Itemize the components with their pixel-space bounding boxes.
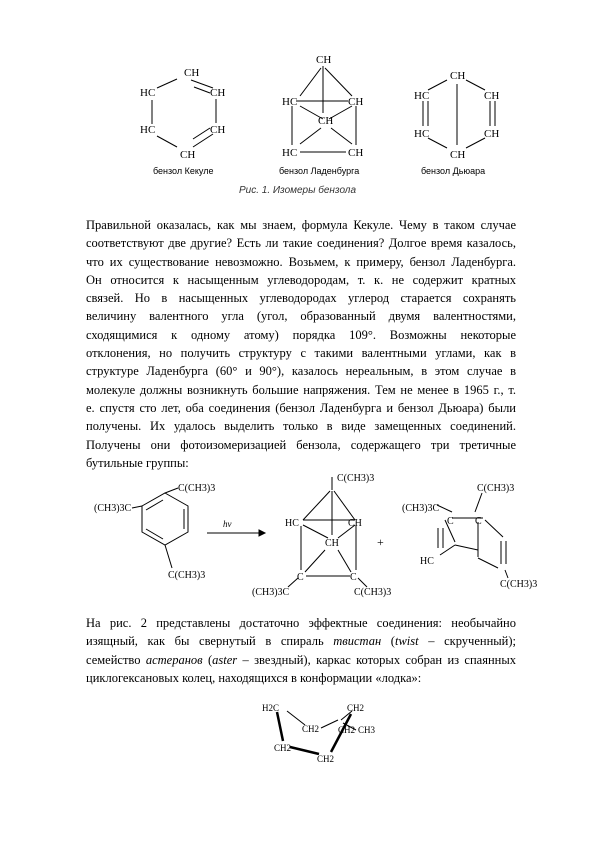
ladenburg-product-bottom-right-substituent: C(CH3)3 [354, 587, 392, 598]
paragraph-1-line: получены. Их удалось выделить только в виде замещенных соединений. [86, 419, 516, 434]
figure-benzene-isomers [0, 0, 595, 200]
kekule-benzene-structure [152, 79, 216, 147]
paragraph-1-line: е. спустя сто лет, оба соединения (бензол Ладенбурга и бензол Дьюара) были [86, 400, 516, 415]
dewar-product-substituent-top: C(CH3)3 [477, 483, 515, 494]
paragraph-1-line: величину валентного угла (угол, образованный двумя валентностями, [86, 309, 516, 324]
ladenburg-product-atom-left: HC [285, 518, 299, 529]
boat-label-ch3-right: CH3 [358, 725, 376, 735]
dewar-product-atom-left: C [447, 516, 454, 527]
dewar-atom-upper-right: CH [484, 90, 500, 102]
dewar-product-structure [437, 493, 508, 578]
ladenburg-name-label: бензол Ладенбурга [279, 166, 360, 176]
paragraph-2-text: – скрученный); [418, 634, 516, 649]
paragraph-1-line: Правильной оказалась, как мы знаем, формула Кекуле. Чему в таком случае [86, 218, 516, 232]
paragraph-1-line: соответствуют две другие? Есть ли такие соединения? Долгое время казалось, [86, 236, 516, 251]
paragraph-1-line: бутильные группы: [86, 455, 189, 470]
boat-label-ch2-right: CH2 [338, 725, 356, 735]
ladenburg-atom-lower-right: CH [348, 147, 364, 159]
plus-sign: + [377, 535, 384, 549]
paragraph-1-line: Получены они фотоизомеризацией бензола, содержащего три третичные [86, 437, 516, 452]
dewar-name-label: бензол Дьюара [421, 166, 486, 176]
paragraph-1-line: сходящимися к одному атому) порядка 109°. Возможны некоторые [86, 327, 516, 342]
boat-label-ch2-top-middle: CH2 [302, 724, 320, 734]
paragraph-2-line [86, 651, 516, 669]
kekule-name-label: бензол Кекуле [153, 166, 214, 176]
term-aster: aster [212, 652, 238, 667]
reactant-substituent-bottom: C(CH3)3 [168, 570, 206, 581]
ladenburg-atom-upper-right: CH [348, 96, 364, 108]
kekule-atom-upper-left: HC [140, 87, 156, 99]
dewar-atom-upper-left: HC [414, 90, 430, 102]
reaction-arrow [207, 530, 265, 536]
figure-boat-conformation [0, 690, 595, 790]
paragraph-2-text: ( [381, 634, 395, 649]
dewar-atom-lower-left: HC [414, 128, 430, 140]
paragraph-2-text: семейство [86, 652, 146, 667]
paragraph-2-text: – звездный), каркас которых собран из спаянных [237, 652, 516, 667]
term-twistane: твистан [333, 634, 382, 649]
kekule-atom-lower-right: CH [210, 124, 226, 136]
boat-label-h2c-top-left: H2C [262, 703, 280, 713]
dewar-atom-top: CH [450, 70, 466, 82]
dewar-product-substituent-left: (CH3)3C [402, 503, 440, 514]
ladenburg-product-structure [288, 477, 367, 587]
kekule-atom-lower-left: HC [140, 124, 156, 136]
ladenburg-product-top-substituent: C(CH3)3 [337, 473, 375, 484]
ladenburg-benzene-structure [292, 66, 356, 152]
term-asteranes: астеранов [145, 652, 203, 667]
boat-label-ch2-bottom-left: CH2 [274, 743, 292, 753]
dewar-atom-bottom: CH [450, 149, 466, 161]
figure1-caption: Рис. 1. Изомеры бензола [238, 185, 357, 196]
paragraph-1-line: отклонения, но получить структуру с такими валентными углами, как в [86, 346, 516, 361]
paragraph-2-line [86, 632, 516, 650]
reactant-substituent-top: C(CH3)3 [178, 483, 216, 494]
kekule-atom-top: CH [184, 67, 200, 79]
paragraph-1-line: что их существование невозможно. Возьмем, к примеру, бензол Ладенбурга. [86, 254, 516, 269]
reactant-substituent-left: (CH3)3C [94, 503, 132, 514]
paragraph-2-line: циклогексановых колец, находящихся в конформации «лодка»: [86, 670, 422, 685]
paragraph-1-line: связей. Но в насыщенных углеводородах углерод старается сохранять [86, 291, 516, 306]
ladenburg-atom-top: CH [316, 54, 332, 66]
kekule-atom-upper-right: CH [210, 87, 226, 99]
ladenburg-product-atom-center: CH [325, 538, 339, 549]
ladenburg-product-atom-lower-left: C [297, 572, 304, 583]
dewar-product-atom-lower-left: HC [420, 556, 434, 567]
dewar-atom-lower-right: CH [484, 128, 500, 140]
kekule-atom-bottom: CH [180, 149, 196, 161]
ladenburg-product-bottom-left-substituent: (CH3)3C [252, 587, 290, 598]
paragraph-1-line: молекуле должны возникнуть большие напряжения. Тем не менее в 1965 г., т. [86, 382, 516, 397]
paragraph-2 [86, 614, 516, 687]
paragraph-2-text: ( [202, 652, 213, 667]
reaction-arrow-label: hν [223, 519, 232, 529]
ladenburg-product-atom-lower-right: C [350, 572, 357, 583]
ladenburg-product-atom-right: CH [348, 518, 362, 529]
ladenburg-atom-center: CH [318, 115, 334, 127]
paragraph-1-line: Он относится к насыщенным углеводородам, т. к. не содержит кратных [86, 272, 516, 287]
figure-photoisomerization-scheme [0, 460, 595, 610]
dewar-product-atom-right: C [475, 516, 482, 527]
reactant-benzene-structure [132, 488, 188, 568]
dewar-product-substituent-bottom: C(CH3)3 [500, 579, 538, 590]
paragraph-2-text: изящный, как бы свернутый в спираль [86, 634, 334, 649]
boat-label-ch2-top-right: CH2 [347, 703, 365, 713]
boat-label-ch2-bottom-middle: CH2 [317, 754, 335, 764]
paragraph-2-line: На рис. 2 представлены достаточно эффектные соединения: необычайно [86, 616, 516, 630]
ladenburg-atom-upper-left: HC [282, 96, 298, 108]
ladenburg-atom-lower-left: HC [282, 147, 298, 159]
paragraph-1 [86, 216, 516, 472]
term-twist: twist [394, 634, 419, 649]
paragraph-1-line: структуре Ладенбурга (60° и 90°), казалось нереальным, в этом случае в [86, 364, 516, 379]
